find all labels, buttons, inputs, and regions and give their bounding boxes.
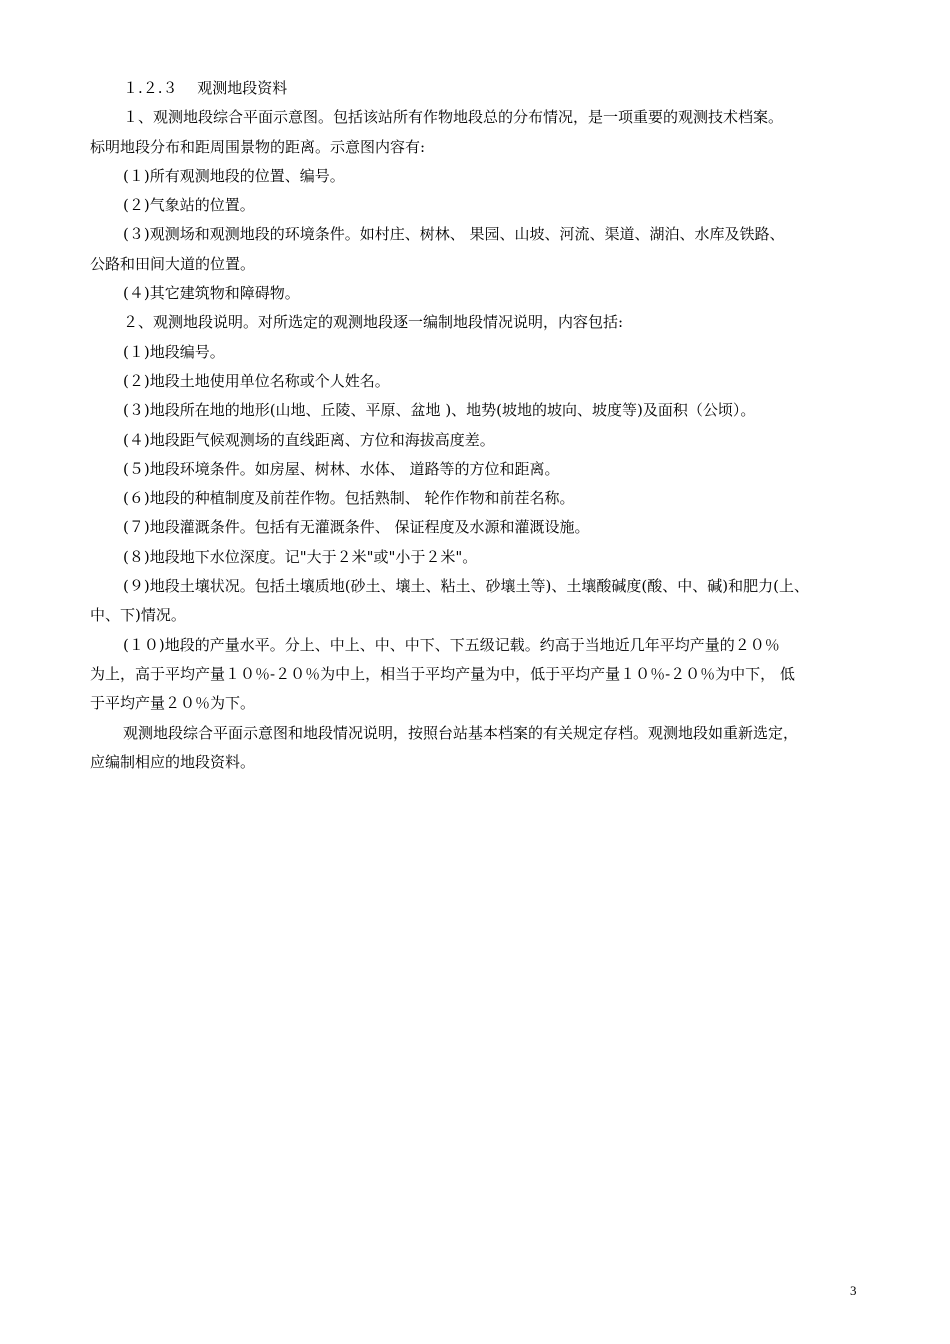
list-item: (２)地段土地使用单位名称或个人姓名。 (123, 371, 390, 390)
list-item: (７)地段灌溉条件。包括有无灌溉条件、 保证程度及水源和灌溉设施。 (123, 518, 590, 537)
list-item: (１)地段编号。 (123, 342, 225, 361)
list-item: (４)其它建筑物和障碍物。 (123, 284, 300, 303)
list-item: (８)地段地下水位深度。记"大于２米"或"小于２米"。 (123, 547, 478, 566)
paragraph-line: 公路和田间大道的位置。 (90, 254, 256, 273)
list-item: (３)地段所在地的地形(山地、丘陵、平原、盆地 )、地势(坡地的坡向、坡度等)及面积（公顷）。 (123, 401, 756, 420)
page-number: 3 (850, 1283, 857, 1298)
document-body (90, 74, 862, 777)
list-item: (５)地段环境条件。如房屋、树林、水体、 道路等的方位和距离。 (123, 459, 560, 478)
list-item: (１０)地段的产量水平。分上、中上、中、中下、下五级记载。约高于当地近几年平均产量的２０％ (123, 635, 780, 654)
paragraph-line: 于平均产量２０％为下。 (90, 694, 256, 713)
paragraph-line: 标明地段分布和距周围景物的距离。示意图内容有: (90, 137, 426, 156)
section-heading: １.２.３ 观测地段资料 (123, 79, 288, 97)
list-item: (６)地段的种植制度及前茬作物。包括熟制、 轮作作物和前茬名称。 (123, 489, 575, 508)
paragraph-line: １、观测地段综合平面示意图。包括该站所有作物地段总的分布情况，是一项重要的观测技术档案。 (123, 108, 784, 127)
list-item: (１)所有观测地段的位置、编号。 (123, 166, 345, 185)
paragraph-line: 应编制相应的地段资料。 (90, 752, 256, 771)
paragraph-line: ２、观测地段说明。对所选定的观测地段逐一编制地段情况说明，内容包括: (123, 313, 624, 332)
paragraph-line: 观测地段综合平面示意图和地段情况说明，按照台站基本档案的有关规定存档。观测地段如重新选定， (123, 723, 799, 742)
paragraph-line: 中、下)情况。 (90, 606, 186, 625)
list-item: (４)地段距气候观测场的直线距离、方位和海拔高度差。 (123, 430, 495, 449)
list-item: (２)气象站的位置。 (123, 196, 255, 215)
list-item: (３)观测场和观测地段的环境条件。如村庄、树林、 果园、山坡、河流、渠道、湖泊、水库及铁路、 (123, 225, 785, 244)
list-item: (９)地段土壤状况。包括土壤质地(砂土、壤土、粘土、砂壤土等)、土壤酸碱度(酸、中、碱)和肥力(上、 (123, 577, 809, 596)
paragraph-line: 为上，高于平均产量１０％-２０％为中上，相当于平均产量为中，低于平均产量１０％-２０％为中下， 低 (90, 664, 795, 683)
